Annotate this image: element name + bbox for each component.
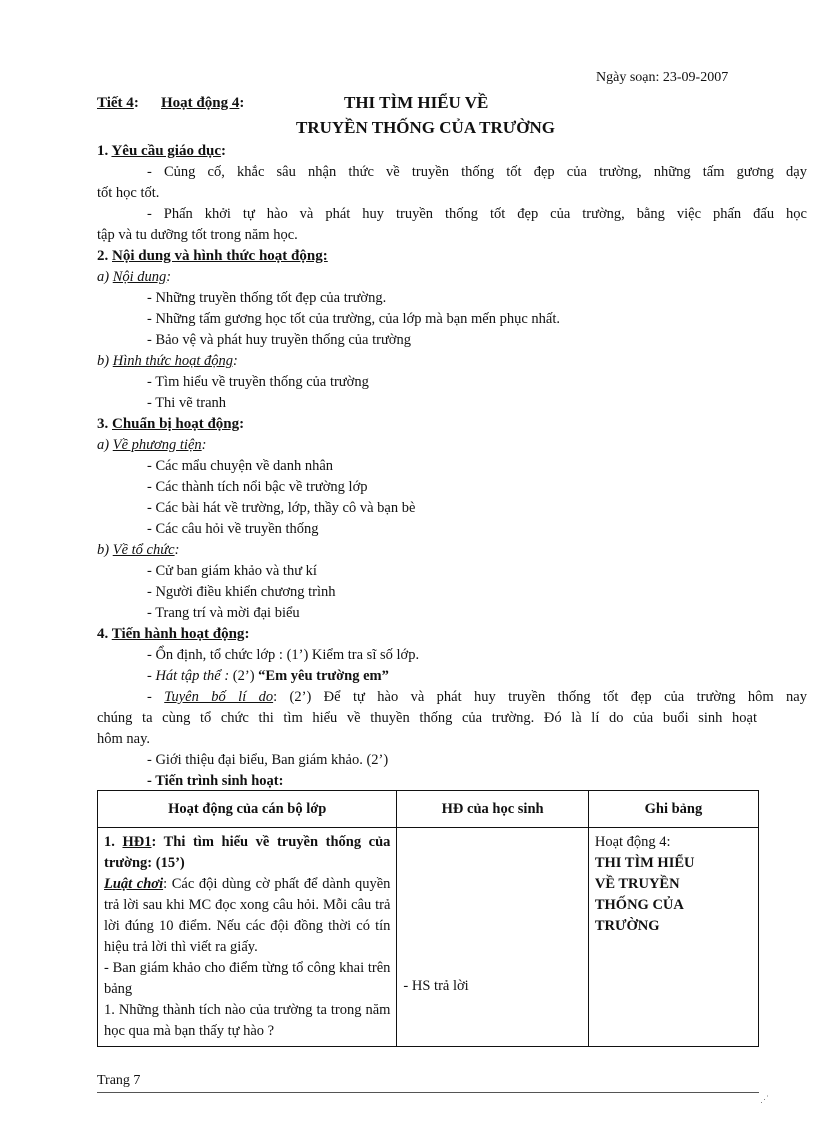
footer-divider	[97, 1092, 759, 1093]
table-header-row	[98, 791, 759, 828]
list-item: - Trang trí và mời đại biểu	[147, 605, 300, 621]
section-1-heading: 1. Yêu cầu giáo dục:	[97, 143, 227, 159]
date-prepared: Ngày soạn: 23-09-2007	[596, 70, 729, 85]
section-2-heading: 2. Nội dung và hình thức hoạt động:	[97, 248, 328, 264]
lesson-label: Tiết 4:	[97, 95, 139, 111]
reason-line3: hôm nay.	[97, 731, 151, 747]
section-1-para2-line1: - Phấn khởi tự hào và phát huy truyền thống tốt đẹp của trường, bằng việc phấn đấu học	[147, 206, 807, 222]
board-title: THI TÌM HIỂU VỀ TRUYỀN THỐNG CỦA TRƯỜNG	[594, 855, 695, 934]
corner-mark: ⋰	[760, 1094, 769, 1104]
list-item: - Cử ban giám khảo và thư kí	[147, 563, 317, 579]
section-4-heading: 4. Tiến hành hoạt động:	[97, 626, 250, 642]
activity-label: Hoạt động 4:	[161, 95, 245, 111]
list-item: - Bảo vệ và phát huy truyền thống của trường	[147, 332, 411, 348]
list-item: - Tiến trình sinh hoạt:	[147, 773, 284, 789]
list-item: - Tìm hiểu về truyền thống của trường	[147, 374, 369, 390]
section-2a-heading: a) Nội dung:	[97, 269, 172, 285]
lesson-number: Tiết 4	[97, 95, 134, 111]
activity-number: Hoạt động 4	[161, 95, 240, 111]
section-2b-heading: b) Hình thức hoạt động:	[97, 353, 238, 369]
reason-line1: - Tuyên bố lí do: (2’) Để tự hào và phát huy truyền thống tốt đẹp của trường hôm nay	[147, 689, 807, 705]
reason-line2: chúng ta cùng tổ chức thi tìm hiểu về thuyền thống của trường. Đó là lí do của buổi sinh hoạt	[97, 710, 757, 726]
question-1: 1. Những thành tích nào của trường ta trong năm học qua mà bạn thấy tự hào ?	[104, 1002, 391, 1039]
list-item: - Các bài hát về trường, lớp, thầy cô và bạn bè	[147, 500, 416, 516]
list-item: - Thi vẽ tranh	[147, 395, 227, 411]
list-item: - Những truyền thống tốt đẹp của trường.	[147, 290, 387, 306]
board-label: Hoạt động 4:	[594, 834, 671, 850]
table-header: Hoạt động của cán bộ lớp	[98, 791, 397, 828]
activity-table	[97, 790, 759, 1047]
list-item: - Những tấm gương học tốt của trường, của lớp mà bạn mến phục nhất.	[147, 311, 561, 327]
list-item: - Giới thiệu đại biểu, Ban giám khảo. (2’)	[147, 752, 389, 768]
table-row	[98, 828, 759, 1047]
section-3b-heading: b) Về tổ chức:	[97, 542, 180, 558]
student-response: - HS trả lời	[403, 978, 469, 994]
table-header: Ghi bảng	[588, 791, 758, 828]
section-1-para1-line1: - Củng cố, khắc sâu nhận thức về truyền thống tốt đẹp của trường, những tấm gương dạy	[147, 164, 807, 180]
list-item: - Các câu hỏi về truyền thống	[147, 521, 319, 537]
section-1-para1-line2: tốt học tốt.	[97, 185, 160, 201]
rules: Luật chơi: Các đội dùng cờ phất để dành quyền trả lời sau khi MC đọc xong câu hỏi. Mỗi câu trả lời đúng 10 điểm. Nếu các đội đồng thời có tín hiệu trả lời thì viết ra giấy.	[104, 876, 391, 955]
page-number: Trang 7	[97, 1073, 141, 1088]
list-item: - Ổn định, tổ chức lớp : (1’) Kiểm tra sĩ số lớp.	[147, 647, 420, 663]
hd1-title: 1. HĐ1: Thi tìm hiểu về truyền thống của trường: (15’)	[104, 834, 391, 871]
list-item: - Các mẩu chuyện về danh nhân	[147, 458, 334, 474]
table-header: HĐ của học sinh	[397, 791, 588, 828]
list-item: - Các thành tích nổi bậc về trường lớp	[147, 479, 368, 495]
section-1-para2-line2: tập và tu dưỡng tốt trong năm học.	[97, 227, 298, 243]
list-item: - Người điều khiển chương trình	[147, 584, 336, 600]
page-title-line2: TRUYỀN THỐNG CỦA TRƯỜNG	[296, 118, 555, 137]
page-title-line1: THI TÌM HIỂU VỀ	[344, 93, 489, 112]
judge-note: - Ban giám khảo cho điểm từng tổ công khai trên bảng	[104, 960, 391, 997]
section-3-heading: 3. Chuẩn bị hoạt động:	[97, 416, 245, 432]
table-cell-board	[588, 828, 758, 1047]
section-3a-heading: a) Về phương tiện:	[97, 437, 207, 453]
table-cell-student	[397, 828, 588, 1047]
list-item: - Hát tập thể : (2’) “Em yêu trường em”	[147, 668, 389, 684]
table-cell-activity	[98, 828, 397, 1047]
